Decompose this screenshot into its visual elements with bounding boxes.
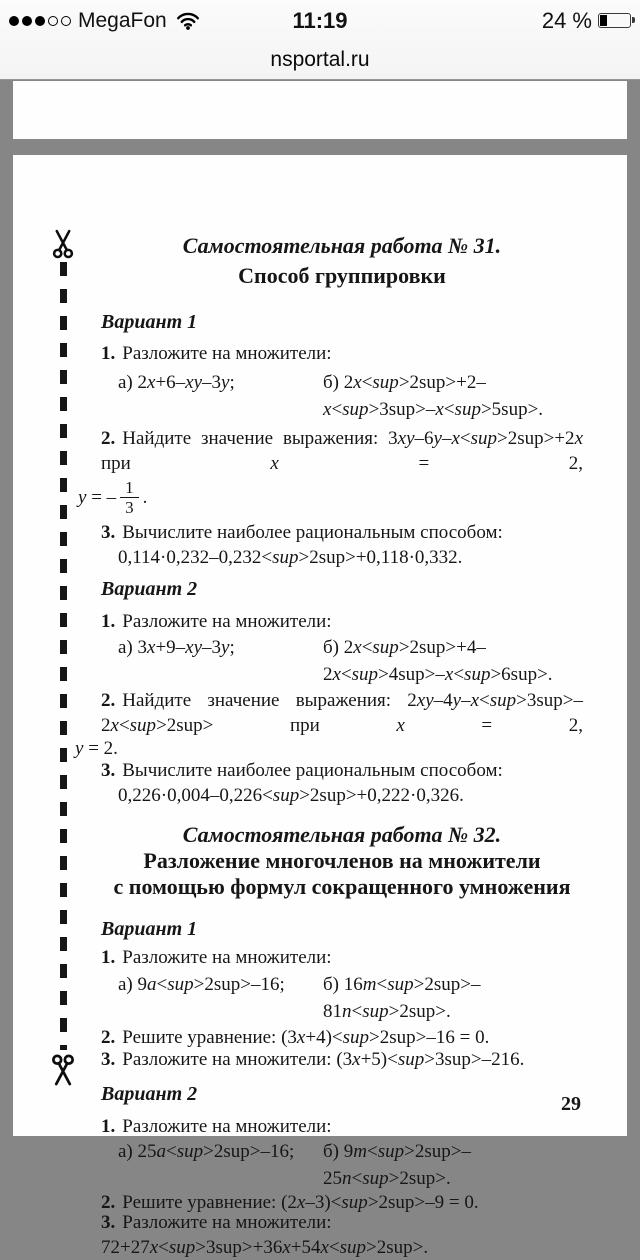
ws32-v2-problem-3	[101, 1210, 583, 1260]
ws31-v2-problem-2	[101, 688, 583, 738]
fraction-prefix: y = –	[78, 486, 117, 508]
problem-text: Вычислите наиболее рациональным способом:	[122, 760, 503, 781]
problem-text: Вычислите наиболее рациональным способом:	[122, 522, 503, 543]
problem-text: Найдите значение выражения: 3xy–6y–x<sup>2sup>+2x при x = 2,	[101, 428, 583, 474]
fraction-denominator: 3	[125, 497, 134, 517]
problem-number: 2.	[101, 428, 116, 449]
ws32-variant-1-heading: Вариант 1	[101, 918, 198, 940]
part-a-expression: а) 25a<sup>2sup>–16;	[118, 1141, 295, 1162]
part-a-expression: а) 9a<sup>2sup>–16;	[118, 974, 285, 995]
url-text: nsportal.ru	[270, 48, 370, 71]
problem-number: 3.	[101, 522, 116, 543]
signal-dot	[22, 16, 32, 26]
problem-text: Разложите на множители:	[122, 947, 332, 968]
battery-fill	[600, 15, 607, 26]
worksheet-31-subtitle: Способ группировки	[238, 263, 446, 288]
problem-number: 3.	[101, 1212, 116, 1233]
clock: 11:19	[292, 7, 348, 33]
problem-number: 2.	[101, 690, 116, 711]
problem-text: Разложите на множители:	[122, 611, 332, 632]
ws32-v1-problem-1-parts	[101, 971, 583, 1025]
problem-text: Решите уравнение: (3x+4)<sup>2sup>–16 = 0.	[122, 1027, 490, 1048]
problem-text: Решите уравнение: (2x–3)<sup>2sup>–9 = 0.	[122, 1192, 479, 1213]
url-bar[interactable]	[0, 41, 640, 79]
ws31-v2-problem-1	[101, 609, 583, 634]
ws32-v1-problem-3	[101, 1047, 583, 1072]
part-b-expression: б) 2x<sup>2sup>+4–2x<sup>4sup>–x<sup>6sup>.	[323, 637, 553, 685]
problem-number: 2.	[101, 1192, 116, 1213]
part-b-expression: б) 9m<sup>2sup>–25n<sup>2sup>.	[323, 1141, 471, 1189]
signal-dot	[61, 16, 71, 26]
problem-number: 1.	[101, 343, 116, 364]
ws31-v2-problem-3-expression: 0,226·0,004–0,226<sup>2sup>+0,222·0,326.	[118, 785, 464, 806]
ws31-v2-problem-3	[101, 758, 583, 783]
problem-number: 3.	[101, 760, 116, 781]
status-left	[9, 9, 200, 33]
ws32-v1-problem-1	[101, 945, 583, 970]
ws31-v1-problem-3-expression: 0,114·0,232–0,232<sup>2sup>+0,118·0,332.	[118, 547, 463, 568]
fraction-numerator: 1	[120, 478, 139, 498]
part-b-expression: б) 2x<sup>2sup>+2–x<sup>3sup>–x<sup>5sup>.	[323, 372, 544, 420]
problem-text: Разложите на множители: 72+27x<sup>3sup>+36x+54x<sup>2sup>.	[101, 1212, 429, 1258]
part-a-expression: а) 2x+6–xy–3y;	[118, 372, 235, 393]
ws31-v2-problem-1-parts	[101, 634, 583, 688]
ws31-v1-problem-1-parts	[101, 369, 583, 423]
ws31-v1-problem-1	[101, 341, 583, 366]
worksheet-31-title: Самостоятельная работа № 31.	[182, 233, 502, 258]
problem-number: 3.	[101, 1049, 116, 1070]
previous-page-fragment	[13, 81, 627, 139]
status-right	[542, 8, 631, 34]
problem-number: 1.	[101, 947, 116, 968]
problem-number: 1.	[101, 611, 116, 632]
signal-dot	[48, 16, 58, 26]
signal-dot	[9, 16, 19, 26]
fraction-suffix: .	[142, 486, 148, 508]
ws32-variant-2-heading: Вариант 2	[101, 1083, 198, 1105]
status-bar	[0, 0, 640, 41]
problem-number: 1.	[101, 1116, 116, 1137]
ws31-variant-1-heading: Вариант 1	[101, 311, 198, 333]
carrier-label: MegaFon	[78, 8, 167, 32]
problem-text: Найдите значение выражения: 2xy–4y–x<sup>3sup>–2x<sup>2sup> при x = 2,	[101, 690, 583, 736]
battery-icon	[598, 13, 631, 28]
part-b-expression: б) 16m<sup>2sup>–81n<sup>2sup>.	[323, 974, 481, 1022]
part-a-expression: а) 3x+9–xy–3y;	[118, 637, 235, 658]
ws31-variant-2-heading: Вариант 2	[101, 578, 198, 600]
browser-chrome	[0, 0, 640, 80]
worksheet-content	[13, 155, 627, 1258]
worksheet-32-subtitle-line2: с помощью формул сокращенного умножения	[113, 874, 571, 899]
signal-dot	[35, 16, 45, 26]
page-number: 29	[561, 1093, 581, 1115]
ws31-v1-problem-2	[101, 426, 583, 476]
problem-text: Разложите на множители:	[122, 1116, 332, 1137]
cell-signal-icon	[9, 16, 71, 26]
wifi-icon	[176, 11, 200, 30]
problem-number: 2.	[101, 1027, 116, 1048]
problem-text: Разложите на множители: (3x+5)<sup>3sup>–216.	[122, 1049, 525, 1070]
ws32-v2-problem-1	[101, 1114, 583, 1139]
fraction	[120, 478, 139, 517]
ws31-v1-problem-3	[101, 520, 583, 545]
ws32-v2-problem-1-parts	[101, 1138, 583, 1192]
browser-viewport[interactable]	[0, 80, 640, 1258]
worksheet-32-subtitle-line1: Разложение многочленов на множители	[143, 848, 541, 873]
worksheet-32-title: Самостоятельная работа № 32.	[182, 822, 502, 847]
scanned-worksheet-page	[13, 155, 627, 1258]
ws31-v1-problem-2-continuation	[78, 476, 583, 518]
battery-percent: 24 %	[541, 7, 592, 33]
ws31-v2-problem-2-continuation: y = 2.	[75, 738, 118, 759]
problem-text: Разложите на множители:	[122, 343, 332, 364]
